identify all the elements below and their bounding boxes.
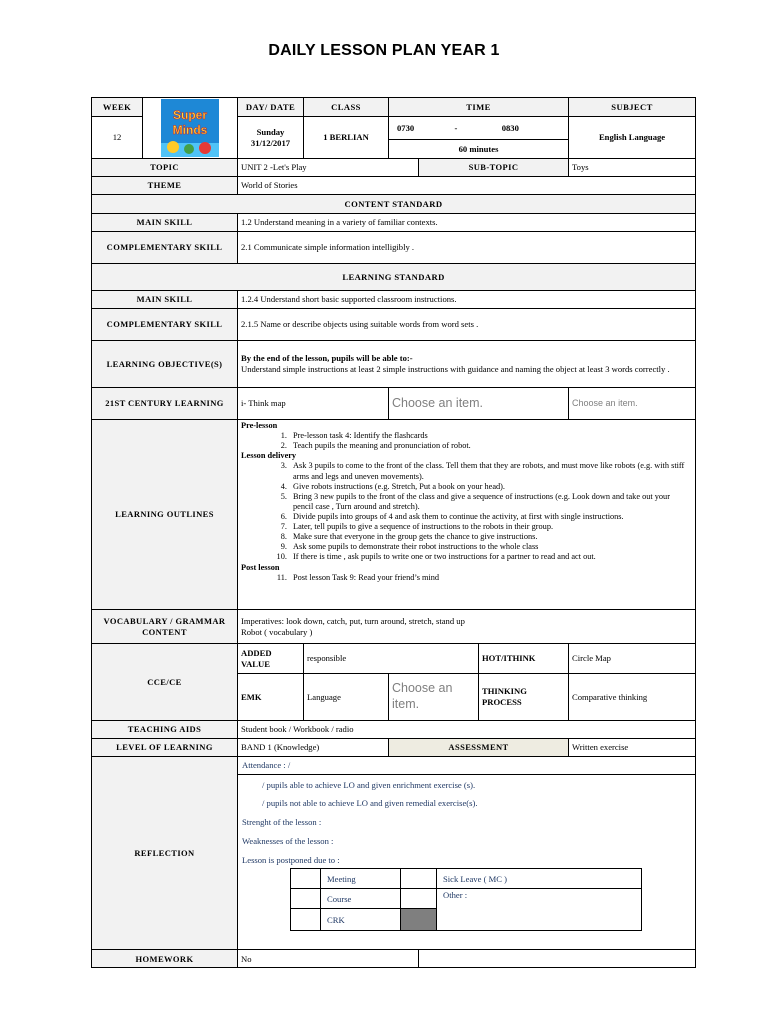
time-end: 0830 <box>501 122 519 133</box>
century-learning-value: i- Think map <box>238 388 389 420</box>
outline-step: 1. Pre-lesson task 4: Identify the flashcards <box>289 431 692 441</box>
theme-label: THEME <box>92 177 238 195</box>
outline-step: 7. Later, tell pupils to give a sequence of instructions to the robots in their group. <box>289 522 692 532</box>
cover-word-2: Minds <box>172 123 208 137</box>
added-value-label: ADDED VALUE <box>238 644 304 674</box>
added-value-value: responsible <box>304 644 479 674</box>
class-label: CLASS <box>304 98 389 117</box>
choose-item-placeholder: Choose an item. <box>572 397 638 408</box>
objectives-intro: By the end of the lesson, pupils will be able to:- <box>241 353 413 364</box>
outline-step: 8. Make sure that everyone in the group gets the chance to give instructions. <box>289 532 692 542</box>
reflection-value <box>238 757 696 950</box>
day-date-label: DAY/ DATE <box>238 98 304 117</box>
duration-value: 60 minutes <box>389 140 569 159</box>
century-choose-item-2[interactable] <box>569 388 696 420</box>
choose-item-placeholder: Choose an item. <box>392 395 484 410</box>
reflection-attendance: Attendance : / <box>238 757 695 775</box>
topic-label: TOPIC <box>92 159 238 177</box>
emk-choose-item[interactable] <box>389 674 479 721</box>
subject-value: English Language <box>569 117 696 159</box>
other-checkbox[interactable] <box>401 889 437 909</box>
emk-value: Language <box>304 674 389 721</box>
postponed-reasons-table <box>290 868 642 931</box>
cs-complementary-skill-label: COMPLEMENTARY SKILL <box>92 232 238 264</box>
content-standard-heading: CONTENT STANDARD <box>92 195 696 214</box>
outline-step: 6. Divide pupils into groups of 4 and ask them to continue the activity, at first with single instructions. <box>289 512 692 522</box>
choose-item-placeholder: Choose an item. <box>392 681 453 711</box>
assessment-label: ASSESSMENT <box>389 739 569 757</box>
lesson-delivery-heading: Lesson delivery <box>241 451 297 461</box>
pre-lesson-list <box>241 431 692 451</box>
meeting-checkbox[interactable] <box>291 869 321 889</box>
day-value: Sunday <box>256 126 285 137</box>
subtopic-label: SUB-TOPIC <box>419 159 569 177</box>
week-label: WEEK <box>92 98 143 117</box>
lesson-delivery-list <box>241 461 692 562</box>
ls-main-skill-value: 1.2.4 Understand short basic supported classroom instructions. <box>238 291 696 309</box>
level-of-learning-value: BAND 1 (Knowledge) <box>238 739 389 757</box>
course-checkbox[interactable] <box>291 889 321 909</box>
cs-main-skill-value: 1.2 Understand meaning in a variety of familiar contexts. <box>238 214 696 232</box>
thinking-process-value: Comparative thinking <box>569 674 696 721</box>
outline-step: 9. Ask some pupils to demonstrate their robot instructions to the whole class <box>289 542 692 552</box>
learning-objectives-value <box>238 341 696 388</box>
ls-complementary-skill-label: COMPLEMENTARY SKILL <box>92 309 238 341</box>
post-lesson-heading: Post lesson <box>241 562 280 572</box>
reflection-postponed: Lesson is postponed due to : <box>242 854 340 865</box>
crk-label: CRK <box>321 909 401 931</box>
century-learning-label: 21ST CENTURY LEARNING <box>92 388 238 420</box>
reflection-remedial: / pupils not able to achieve LO and given remedial exercise(s). <box>262 798 478 809</box>
teaching-aids-label: TEACHING AIDS <box>92 721 238 739</box>
reflection-label: REFLECTION <box>92 757 238 950</box>
reflection-strength: Strenght of the lesson : <box>242 817 322 828</box>
page-title: DAILY LESSON PLAN YEAR 1 <box>268 42 500 59</box>
homework-label: HOMEWORK <box>92 950 238 968</box>
textbook-cover-cell <box>143 98 238 159</box>
shaded-cell <box>401 909 437 931</box>
cover-word-1: Super <box>172 108 208 122</box>
textbook-cover-icon <box>161 99 219 157</box>
outline-step: 11. Post lesson Task 9: Read your friend’s mind <box>289 573 692 583</box>
vocabulary-line-2: Robot ( vocabulary ) <box>241 626 313 637</box>
learning-outlines-label: LEARNING OUTLINES <box>92 420 238 610</box>
vocabulary-line-1: Imperatives: look down, catch, put, turn around, stretch, stand up <box>241 615 465 626</box>
post-lesson-list <box>241 573 692 583</box>
week-value: 12 <box>92 117 143 159</box>
ls-complementary-skill-value: 2.1.5 Name or describe objects using suitable words from word sets . <box>238 309 696 341</box>
homework-value: No <box>238 950 419 968</box>
objectives-text: Understand simple instructions at least 2 simple instructions with guidance and naming the object at least 3 words correctly . <box>241 364 670 374</box>
hot-ithink-value: Circle Map <box>569 644 696 674</box>
outline-step: 4. Give robots instructions (e.g. Stretch, Put a book on your head). <box>289 482 692 492</box>
time-label: TIME <box>389 98 569 117</box>
learning-standard-heading: LEARNING STANDARD <box>92 264 696 291</box>
vocabulary-label: VOCABULARY / GRAMMAR CONTENT <box>92 610 238 644</box>
reflection-enrichment: / pupils able to achieve LO and given enrichment exercise (s). <box>262 779 476 790</box>
date-value: 31/12/2017 <box>250 137 291 148</box>
outline-step: 2. Teach pupils the meaning and pronunciation of robot. <box>289 441 692 451</box>
other-label: Other : <box>437 889 642 931</box>
cs-complementary-skill-value: 2.1 Communicate simple information intelligibly . <box>238 232 696 264</box>
teaching-aids-value: Student book / Workbook / radio <box>238 721 696 739</box>
learning-objectives-label: LEARNING OBJECTIVE(S) <box>92 341 238 388</box>
crk-checkbox[interactable] <box>291 909 321 931</box>
century-choose-item-1[interactable] <box>389 388 569 420</box>
topic-value: UNIT 2 -Let's Play <box>238 159 419 177</box>
lesson-plan-table <box>91 97 696 968</box>
subject-label: SUBJECT <box>569 98 696 117</box>
thinking-process-label: THINKING PROCESS <box>479 674 569 721</box>
homework-extra <box>419 950 696 968</box>
theme-value: World of Stories <box>238 177 696 195</box>
emk-label: EMK <box>238 674 304 721</box>
assessment-value: Written exercise <box>569 739 696 757</box>
sick-leave-checkbox[interactable] <box>401 869 437 889</box>
course-label: Course <box>321 889 401 909</box>
outline-step: 3. Ask 3 pupils to come to the front of the class. Tell them that they are robots, and must move like robots (e.g. with stiff arms and legs and uneven movements). <box>289 461 692 481</box>
time-range <box>389 117 569 140</box>
day-date-value <box>238 117 304 159</box>
meeting-label: Meeting <box>321 869 401 889</box>
outline-step: 5. Bring 3 new pupils to the front of the class and give a sequence of instructions (e.g. Look down and take out your pencil case , Turn around and stretch). <box>289 492 692 512</box>
reflection-weakness: Weaknesses of the lesson : <box>242 835 334 846</box>
ls-main-skill-label: MAIN SKILL <box>92 291 238 309</box>
level-of-learning-label: LEVEL OF LEARNING <box>92 739 238 757</box>
learning-outlines-value <box>238 420 696 610</box>
cs-main-skill-label: MAIN SKILL <box>92 214 238 232</box>
time-separator: - <box>454 122 458 133</box>
subtopic-value: Toys <box>569 159 696 177</box>
cce-label: CCE/CE <box>92 644 238 721</box>
sick-leave-label: Sick Leave ( MC ) <box>437 869 642 889</box>
outline-step: 10. If there is time , ask pupils to write one or two instructions for a partner to read and act out. <box>289 552 692 562</box>
hot-ithink-label: HOT/ITHINK <box>479 644 569 674</box>
class-value: 1 BERLIAN <box>304 117 389 159</box>
vocabulary-value <box>238 610 696 644</box>
time-start: 0730 <box>397 122 415 133</box>
pre-lesson-heading: Pre-lesson <box>241 421 278 430</box>
